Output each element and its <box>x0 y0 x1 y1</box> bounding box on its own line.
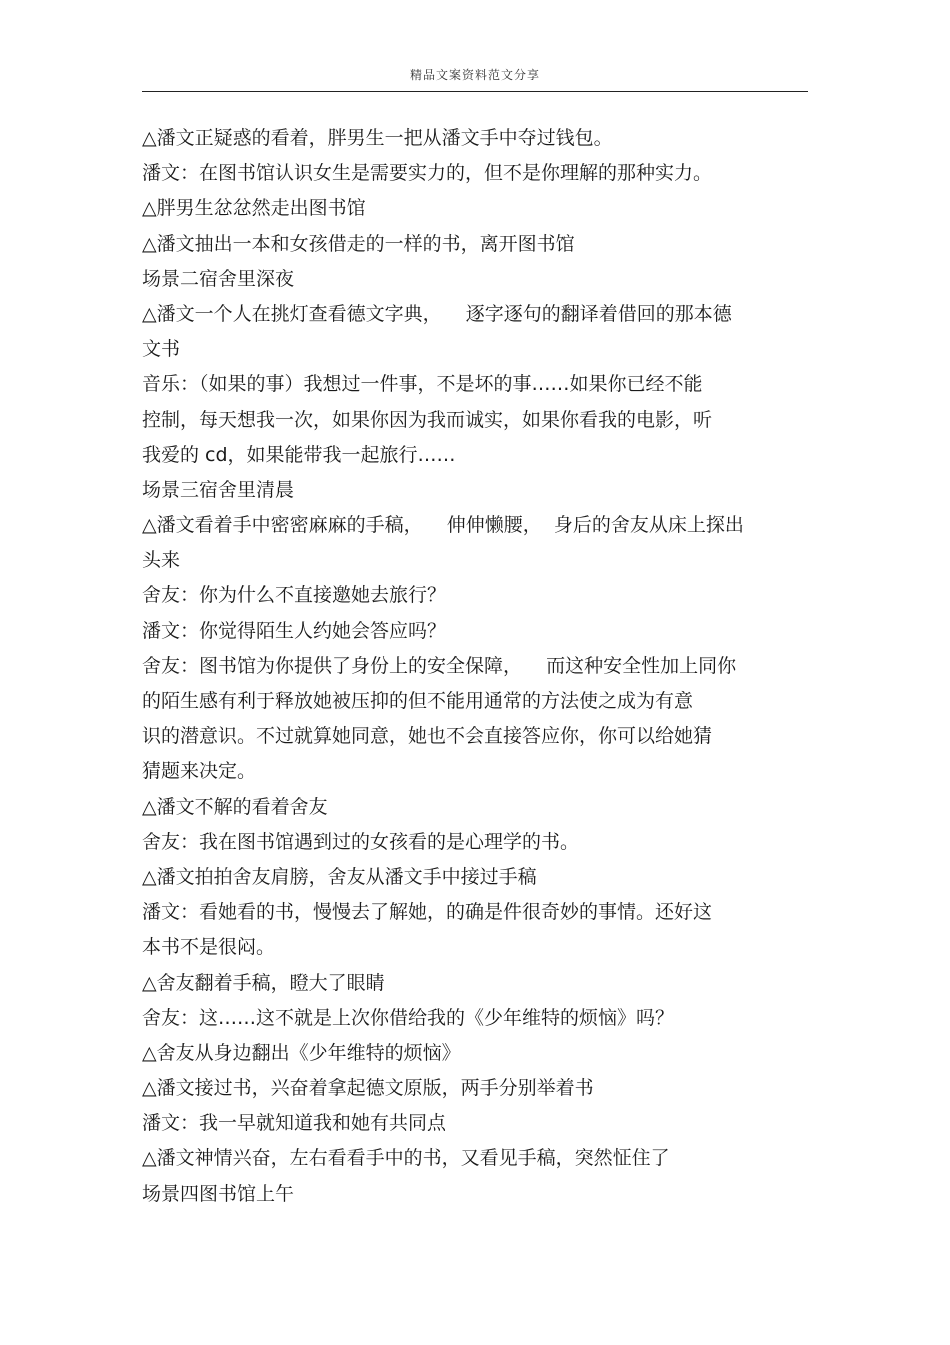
text-line: 音乐：（如果的事）我想过一件事，不是坏的事……如果你已经不能 <box>142 373 703 396</box>
text-line: △潘文拍拍舍友肩膀，舍友从潘文手中接过手稿 <box>142 865 537 888</box>
text-line: 潘文：你觉得陌生人约她会答应吗？ <box>142 619 447 642</box>
text-line: △潘文接过书，兴奋着拿起德文原版，两手分别举着书 <box>142 1077 594 1100</box>
text-line: △潘文抽出一本和女孩借走的一样的书，离开图书馆 <box>142 232 575 255</box>
text-line: 潘文：我一早就知道我和她有共同点 <box>142 1112 447 1135</box>
text-line: 本书不是很闷。 <box>142 936 276 959</box>
scene-heading: 场景二宿舍里深夜 <box>142 267 295 290</box>
text-line: △潘文神情兴奋，左右看看手中的书，又看见手稿，突然怔住了 <box>142 1147 670 1170</box>
text-line: 识的潜意识。不过就算她同意，她也不会直接答应你，你可以给她猜 <box>142 725 713 748</box>
scene-heading: 场景四图书馆上午 <box>142 1182 295 1205</box>
text-line: 舍友：这……这不就是上次你借给我的《少年维特的烦恼》吗？ <box>142 1006 675 1029</box>
text-line: 潘文：看她看的书，慢慢去了解她，的确是件很奇妙的事情。还好这 <box>142 901 713 924</box>
header-divider <box>142 91 808 92</box>
text-line: △潘文正疑惑的看着，胖男生一把从潘文手中夺过钱包。 <box>142 127 613 149</box>
text-line: 舍友：我在图书馆遇到过的女孩看的是心理学的书。 <box>142 830 580 853</box>
text-line: 我爱的 cd，如果能带我一起旅行…… <box>142 443 456 466</box>
text-line: △胖男生忿忿然走出图书馆 <box>142 197 366 220</box>
text-line: 潘文：在图书馆认识女生是需要实力的，但不是你理解的那种实力。 <box>142 162 713 185</box>
document-body <box>142 121 822 1212</box>
scene-heading: 场景三宿舍里清晨 <box>142 478 295 501</box>
text-line: △舍友翻着手稿，瞪大了眼睛 <box>142 971 385 994</box>
text-line: 头来 <box>142 549 181 572</box>
text-line: △潘文不解的看着舍友 <box>142 795 328 818</box>
text-line: 舍友：你为什么不直接邀她去旅行？ <box>142 584 447 607</box>
text-line: 文书 <box>142 338 181 361</box>
text-line: △潘文看着手中密密麻麻的手稿， 伸伸懒腰， 身后的舍友从床上探出 <box>142 514 744 537</box>
text-line: 猜题来决定。 <box>142 760 257 783</box>
text-line: △潘文一个人在挑灯查看德文字典， 逐字逐句的翻译着借回的那本德 <box>142 302 732 325</box>
text-line: 的陌生感有利于释放她被压抑的但不能用通常的方法使之成为有意 <box>142 690 694 712</box>
page-header: 精品文案资料范文分享 <box>409 68 540 82</box>
text-line: △舍友从身边翻出《少年维特的烦恼》 <box>142 1041 461 1064</box>
text-line: 控制，每天想我一次，如果你因为我而诚实，如果你看我的电影，听 <box>142 408 713 431</box>
text-line: 舍友：图书馆为你提供了身份上的安全保障， 而这种安全性加上同你 <box>142 654 737 677</box>
